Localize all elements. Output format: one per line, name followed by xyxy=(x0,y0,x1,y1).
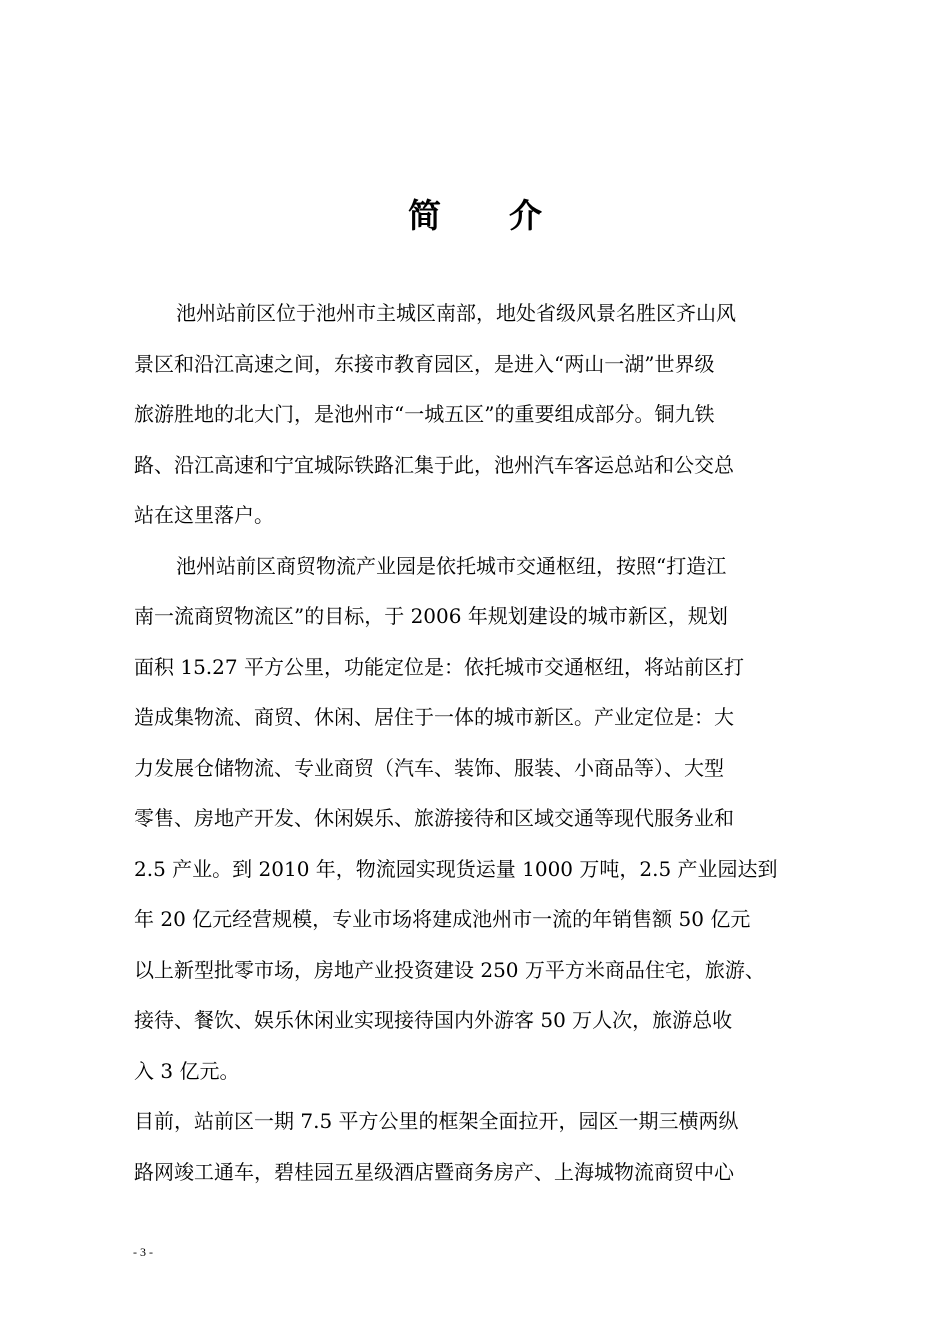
text-line: 景区和沿江高速之间，东接市教育园区，是进入“两山一湖”世界级 xyxy=(134,351,715,376)
page-number: - 3 - xyxy=(133,1245,153,1259)
title-char: 介 xyxy=(509,196,542,235)
text-line: 2.5 产业。到 2010 年，物流园实现货运量 1000 万吨，2.5 产业园达到 xyxy=(134,856,778,881)
text-line: 站在这里落户。 xyxy=(134,503,274,527)
text-line: 造成集物流、商贸、休闲、居住于一体的城市新区。产业定位是：大 xyxy=(134,705,734,729)
paragraph-location xyxy=(134,288,814,541)
text-line: 南一流商贸物流区”的目标，于 2006 年规划建设的城市新区，规划 xyxy=(134,604,728,628)
text-line: 接待、餐饮、娱乐休闲业实现接待国内外游客 50 万人次，旅游总收 xyxy=(134,1008,733,1032)
page-title xyxy=(0,186,950,246)
text-line: 零售、房地产开发、休闲娱乐、旅游接待和区域交通等现代服务业和 xyxy=(134,806,734,830)
paragraph-industrial-park xyxy=(134,541,814,1097)
text-line: 路网竣工通车，碧桂园五星级酒店暨商务房产、上海城物流商贸中心 xyxy=(134,1159,734,1184)
text-line: 年 20 亿元经营规模，专业市场将建成池州市一流的年销售额 50 亿元 xyxy=(134,907,751,931)
text-line: 以上新型批零市场，房地产业投资建设 250 万平方米商品住宅，旅游、 xyxy=(134,957,765,982)
text-line: 路、沿江高速和宁宜城际铁路汇集于此，池州汽车客运总站和公交总 xyxy=(134,452,734,477)
document-body xyxy=(134,288,814,1197)
title-char: 简 xyxy=(408,196,441,235)
text-line: 池州站前区位于池州市主城区南部，地处省级风景名胜区齐山风 xyxy=(176,301,736,325)
text-line: 面积 15.27 平方公里，功能定位是：依托城市交通枢纽，将站前区打 xyxy=(134,654,744,679)
text-line: 力发展仓储物流、专业商贸（汽车、装饰、服装、小商品等）、大型 xyxy=(134,755,724,780)
text-line: 池州站前区商贸物流产业园是依托城市交通枢纽，按照“打造江 xyxy=(176,553,727,578)
text-line: 目前，站前区一期 7.5 平方公里的框架全面拉开，园区一期三横两纵 xyxy=(134,1109,739,1133)
paragraph-current-status xyxy=(134,1096,814,1197)
text-line: 入 3 亿元。 xyxy=(134,1058,240,1083)
text-line: 旅游胜地的北大门，是池州市“一城五区”的重要组成部分。铜九铁 xyxy=(134,402,715,426)
